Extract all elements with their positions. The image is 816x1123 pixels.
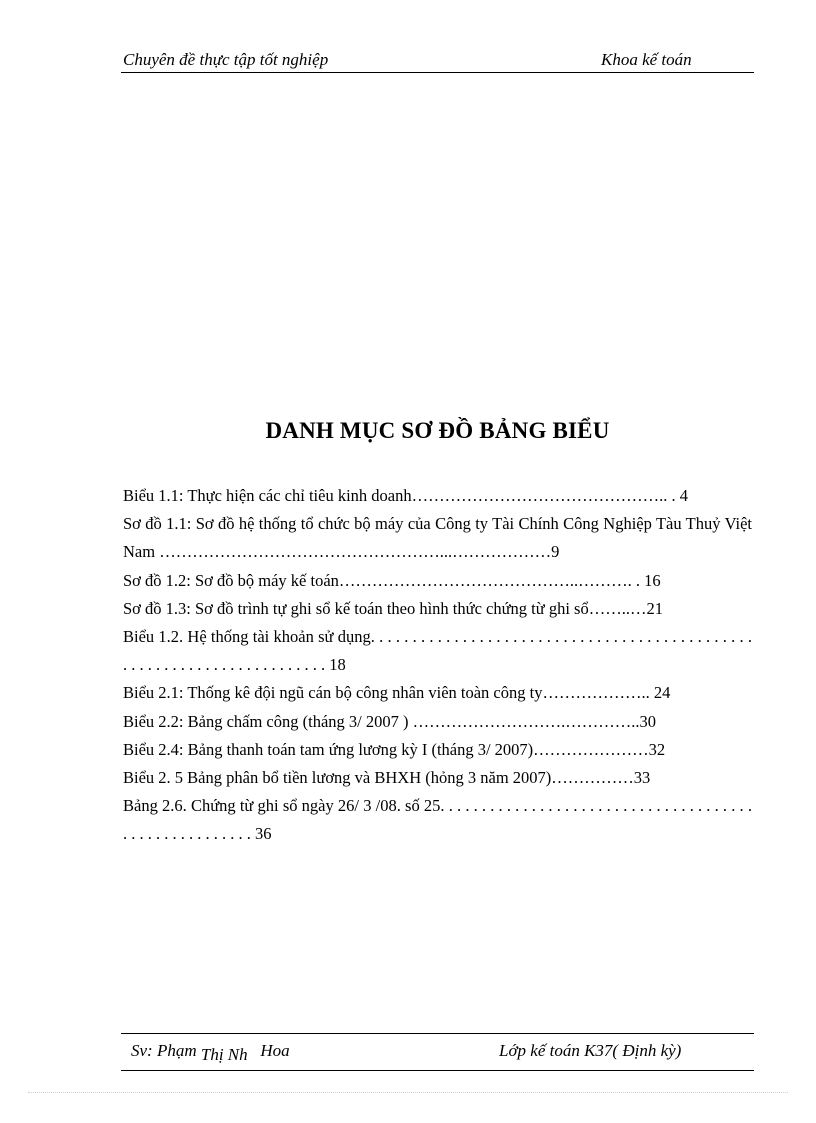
page-footer: [121, 1033, 754, 1071]
toc-entry: Sơ đồ 1.2: Sơ đồ bộ máy kế toán……………………………………..………. . 16: [123, 570, 661, 590]
header-thesis-title: Chuyên đề thực tập tốt nghiệp: [123, 50, 329, 69]
toc-entry: Biểu 2. 5 Bảng phân bổ tiền lương và BHXH (hỏng 3 năm 2007)……………33: [123, 768, 651, 788]
page-header: [121, 48, 754, 73]
toc-entry: Biểu 1.1: Thực hiện các chỉ tiêu kinh doanh……………………………………….. . 4: [123, 486, 688, 505]
toc-entry: Biểu 2.2: Bảng chấm công (tháng 3/ 2007 ) ……………………….…………..30: [123, 711, 656, 731]
page-bottom-divider: [28, 1092, 788, 1093]
footer-student-middle: Thị Nh: [200, 1045, 248, 1064]
header-department: Khoa kế toán: [601, 50, 692, 69]
footer-class: Lớp kế toán K37( Định kỳ): [499, 1041, 682, 1060]
toc-entry: Sơ đồ 1.1: Sơ đồ hệ thống tổ chức bộ máy của Công ty Tài Chính Công Nghiệp Tàu Thuỷ Việt Nam ……………………………………………...………………9: [123, 514, 752, 562]
toc-entry: Biểu 1.2. Hệ thống tài khoản sử dụng. . . . . . . . . . . . . . . . . . . . . . . . . . . . . . . . . . . . . . . . . . . . . . . . . . . . . . . . . . . . . . . . . . . . . . . 18: [123, 627, 752, 675]
toc-entry: Biểu 2.4: Bảng thanh toán tam ứng lương kỳ I (tháng 3/ 2007)…………………32: [123, 739, 666, 759]
footer-student: [131, 1041, 290, 1064]
toc-entry: Biểu 2.1: Thống kê đội ngũ cán bộ công nhân viên toàn công ty……………….. 24: [123, 683, 671, 703]
toc-entry: Bảng 2.6. Chứng từ ghi sổ ngày 26/ 3 /08. số 25. . . . . . . . . . . . . . . . . . . . . . . . . . . . . . . . . . . . . . . . . . . . . . . . . . . . . . 36: [123, 796, 752, 844]
footer-student-prefix: Sv: Phạm: [131, 1041, 197, 1060]
footer-student-suffix: Hoa: [260, 1041, 290, 1060]
page-title: DANH MỤC SƠ ĐỒ BẢNG BIỂU: [265, 418, 610, 443]
toc-entry: Sơ đồ 1.3: Sơ đồ trình tự ghi sổ kế toán theo hình thức chứng từ ghi sổ……..…21: [123, 598, 663, 618]
table-of-figures: [123, 482, 752, 849]
